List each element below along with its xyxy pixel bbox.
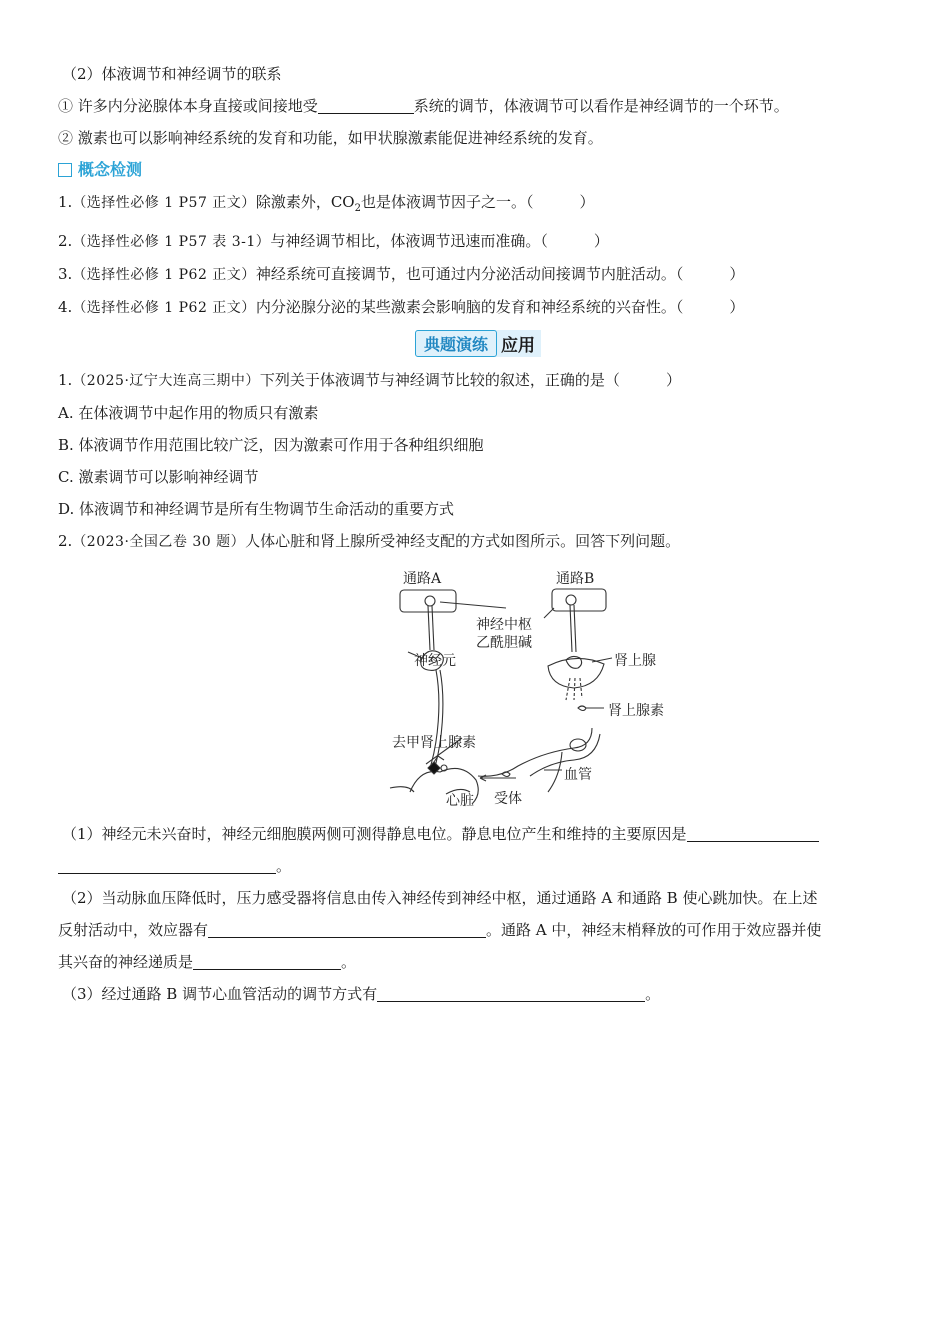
label-nerve-center: 神经中枢 bbox=[476, 617, 532, 633]
concept-item-4: 4.（选择性必修 1 P62 正文）内分泌腺分泌的某些激素会影响脑的发育和神经系统的兴奋性。（ ） bbox=[58, 298, 745, 316]
nerve-diagram bbox=[330, 562, 664, 814]
link-paragraph-1: ① 许多内分泌腺体本身直接或间接地受 系统的调节，体液调节可以看作是神经调节的一个环节。 bbox=[58, 97, 789, 115]
answer-blank[interactable] bbox=[208, 919, 486, 938]
concept-item-3: 3.（选择性必修 1 P62 正文）神经系统可直接调节，也可通过内分泌活动间接调节内脏活动。（ ） bbox=[58, 265, 745, 283]
practice-banner bbox=[58, 330, 898, 362]
label-adrenal-gland: 肾上腺 bbox=[614, 653, 656, 669]
concept-check-heading: 概念检测 bbox=[58, 154, 898, 186]
label-acetylcholine: 乙酰胆碱 bbox=[476, 635, 532, 651]
label-blood-vessel: 血管 bbox=[564, 767, 592, 783]
label-heart: 心脏 bbox=[446, 793, 474, 809]
banner-tag: 典题演练 bbox=[415, 330, 497, 357]
label-neuron: 神经元 bbox=[414, 653, 456, 669]
option-c[interactable]: C. 激素调节可以影响神经调节 bbox=[58, 468, 259, 486]
label-receptor: 受体 bbox=[494, 791, 522, 807]
answer-blank[interactable] bbox=[377, 983, 645, 1002]
label-norepinephrine: 去甲肾上腺素 bbox=[392, 735, 476, 751]
label-epinephrine: 肾上腺素 bbox=[608, 703, 664, 719]
answer-blank[interactable] bbox=[58, 855, 276, 874]
question-2-part-3: （3）经过通路 B 调节心血管活动的调节方式有 。 bbox=[62, 985, 661, 1003]
banner-tail: 应用 bbox=[495, 330, 541, 357]
question-2-part-2: （2）当动脉血压降低时，压力感受器将信息由传入神经传到神经中枢，通过通路 A 和通路 B 使心跳加快。在上述 反射活动中，效应器有 。通路 A 中，神经末梢释放的可作用于效应器并使 其兴奋的神经递质是 。 bbox=[58, 889, 822, 971]
label-path-b: 通路B bbox=[556, 571, 595, 587]
question-2-stem: 2.（2023·全国乙卷 30 题）人体心脏和肾上腺所受神经支配的方式如图所示。回答下列问题。 bbox=[58, 532, 681, 550]
checkbox-icon bbox=[58, 163, 72, 177]
question-1-stem: 1.（2025·辽宁大连高三期中）下列关于体液调节与神经调节比较的叙述，正确的是（ ） bbox=[58, 371, 681, 389]
link-paragraph-2: ② 激素也可以影响神经系统的发育和功能，如甲状腺激素能促进神经系统的发育。 bbox=[58, 129, 603, 147]
section-heading: （2）体液调节和神经调节的联系 bbox=[62, 65, 282, 83]
question-2-part-1: （1）神经元未兴奋时，神经元细胞膜两侧可测得静息电位。静息电位产生和维持的主要原因是 。 bbox=[58, 818, 898, 882]
answer-blank[interactable] bbox=[687, 823, 819, 842]
label-path-a: 通路A bbox=[403, 571, 442, 587]
answer-blank[interactable] bbox=[193, 951, 341, 970]
option-b[interactable]: B. 体液调节作用范围比较广泛，因为激素可作用于各种组织细胞 bbox=[58, 436, 484, 454]
option-a[interactable]: A. 在体液调节中起作用的物质只有激素 bbox=[58, 404, 319, 422]
concept-item-1: 1.（选择性必修 1 P57 正文）除激素外，$CO_2$也是体液调节因子之一。（ ） bbox=[58, 193, 595, 214]
option-d[interactable]: D. 体液调节和神经调节是所有生物调节生命活动的重要方式 bbox=[58, 500, 455, 518]
page bbox=[58, 58, 898, 1010]
concept-item-2: 2.（选择性必修 1 P57 表 3-1）与神经调节相比，体液调节迅速而准确。（ ） bbox=[58, 232, 609, 250]
answer-blank[interactable] bbox=[318, 95, 414, 114]
